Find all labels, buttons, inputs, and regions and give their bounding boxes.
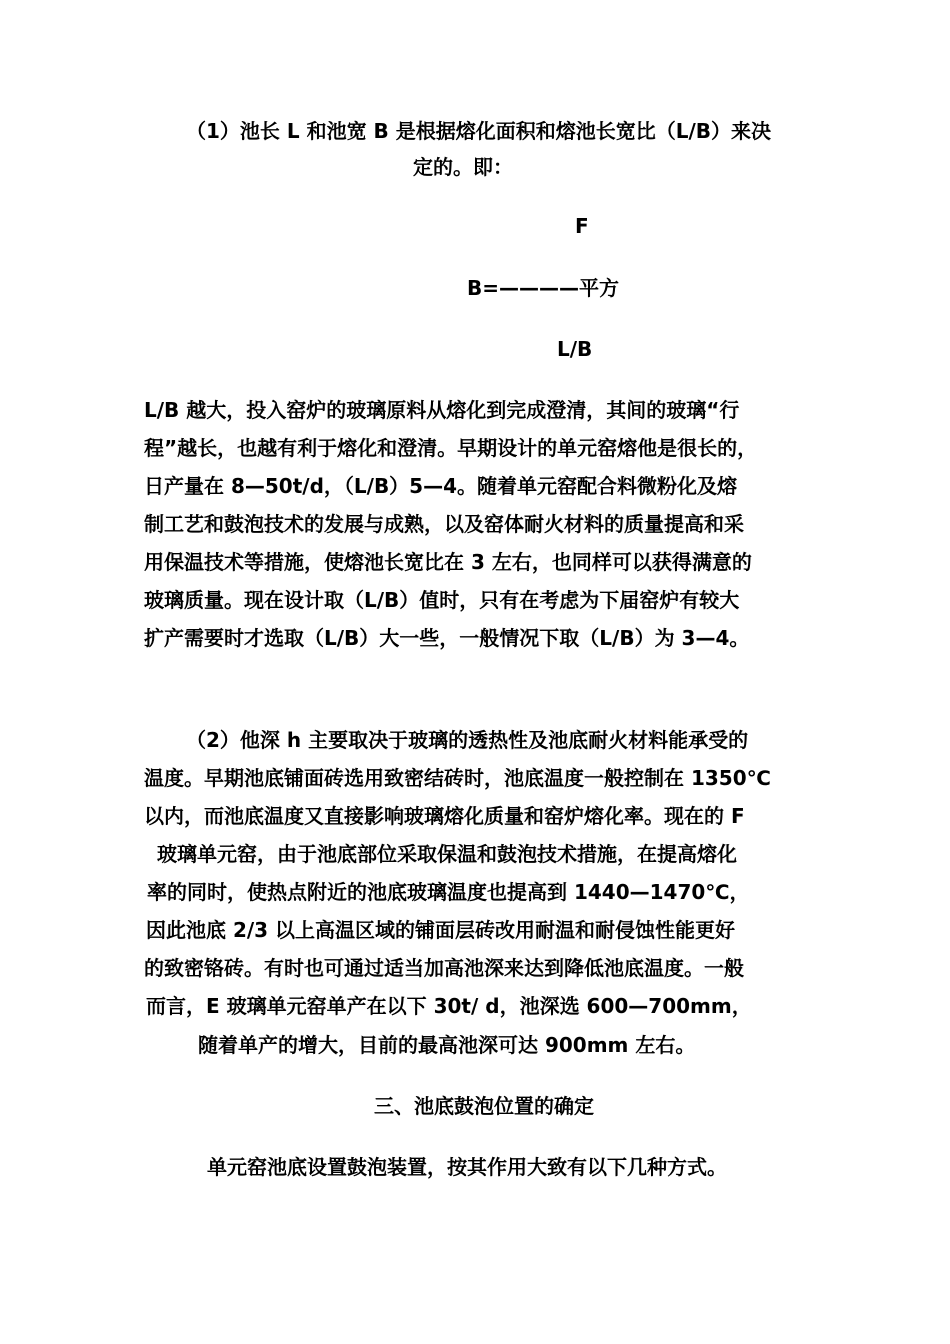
formula-denominator: L/B xyxy=(557,337,593,361)
section2-line: 而言，E 玻璃单元窑单产在以下 30t/ d，池深选 600—700mm， xyxy=(146,994,752,1018)
section1-paragraph-line: 玻璃质量。现在设计取（L/B）值时，只有在考虑为下届窑炉有较大 xyxy=(144,588,740,612)
section1-paragraph-line: 用保温技术等措施，使熔池长宽比在 3 左右，也同样可以获得满意的 xyxy=(144,550,752,574)
section3-intro: 单元窑池底设置鼓泡装置，按其作用大致有以下几种方式。 xyxy=(207,1155,727,1179)
section2-line: 玻璃单元窑，由于池底部位采取保温和鼓泡技术措施，在提高熔化 xyxy=(157,842,737,866)
section1-line1: （1）池长 L 和池宽 B 是根据熔化面积和熔池长宽比（L/B）来决 xyxy=(186,119,772,143)
section2-line: 因此池底 2/3 以上高温区域的铺面层砖改用耐温和耐侵蚀性能更好 xyxy=(146,918,736,942)
section1-paragraph-line: 制工艺和鼓泡技术的发展与成熟，以及窑体耐火材料的质量提高和采 xyxy=(144,512,744,536)
section1-line2: 定的。即： xyxy=(413,155,513,179)
section1-paragraph-line: 程”越长，也越有利于熔化和澄清。早期设计的单元窑熔他是很长的， xyxy=(144,436,758,460)
section2-line: 以内，而池底温度又直接影响玻璃熔化质量和窑炉熔化率。现在的 F xyxy=(144,804,745,828)
section2-line: 的致密铬砖。有时也可通过适当加高池深来达到降低池底温度。一般 xyxy=(144,956,744,980)
formula-numerator: F xyxy=(575,214,589,238)
section2-line: 温度。早期池底铺面砖选用致密结砖时，池底温度一般控制在 1350℃ xyxy=(144,766,771,790)
section2-line: 率的同时，使热点附近的池底玻璃温度也提高到 1440—1470℃， xyxy=(147,880,750,904)
section1-paragraph-line: L/B 越大，投入窑炉的玻璃原料从熔化到完成澄清，其间的玻璃“行 xyxy=(144,398,740,422)
formula-equation: B=————平方 xyxy=(467,276,620,300)
section1-paragraph-line: 扩产需要时才选取（L/B）大一些，一般情况下取（L/B）为 3—4。 xyxy=(144,626,750,650)
section1-paragraph-line: 日产量在 8—50t/d，（L/B）5—4。随着单元窑配合料微粉化及熔 xyxy=(144,474,738,498)
section2-line: （2）他深 h 主要取决于玻璃的透热性及池底耐火材料能承受的 xyxy=(186,728,749,752)
section2-line: 随着单产的增大，目前的最高池深可达 900mm 左右。 xyxy=(198,1033,696,1057)
section3-heading: 三、池底鼓泡位置的确定 xyxy=(374,1094,594,1118)
